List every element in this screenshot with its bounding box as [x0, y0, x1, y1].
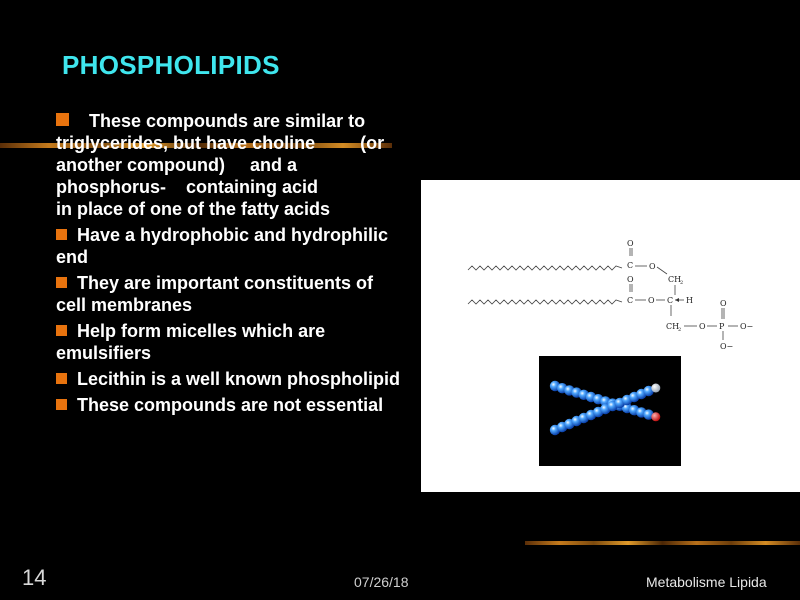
atom-label: O: [720, 299, 727, 308]
model-atom: [651, 412, 660, 421]
bullet-square-icon: [56, 113, 69, 126]
bullet-list: [56, 110, 401, 420]
space-filling-model-image: [539, 356, 681, 466]
bullet-square-icon: [56, 229, 67, 240]
atom-label: P: [719, 322, 725, 331]
bullet-text: Help form micelles which are emulsifiers: [56, 321, 391, 363]
fatty-acid-chain-bottom: [468, 300, 622, 304]
atom-label: O−: [720, 342, 734, 351]
slide-title: PHOSPHOLIPIDS: [62, 50, 280, 80]
bullet-text: These compounds are not essential: [77, 395, 384, 415]
atom-label: O: [627, 239, 634, 248]
atom-label: C: [667, 296, 674, 305]
bullet-item: [56, 320, 401, 364]
atom-label: C: [627, 261, 634, 270]
atom-label: O−: [740, 322, 754, 331]
bullet-text: Lecithin is a well known phospholipid: [77, 369, 401, 389]
bullet-square-icon: [56, 277, 67, 288]
atom-label: O: [649, 262, 656, 271]
footer-date: 07/26/18: [354, 574, 409, 590]
bullet-item: [56, 272, 401, 316]
atom-label: O: [627, 275, 634, 284]
atom-subscript: 2: [678, 327, 682, 333]
atom-label: CH: [668, 275, 682, 284]
bullet-text: Have a hydrophobic and hydrophilic end: [56, 225, 394, 267]
bullet-item: [56, 368, 401, 390]
decorative-stripe-bottom: [525, 541, 800, 545]
bullet-square-icon: [56, 373, 67, 384]
atom-label: O: [648, 296, 655, 305]
atom-label: C: [627, 296, 634, 305]
bullet-text: They are important constituents of cell membranes: [56, 273, 379, 315]
footer-course-title: Metabolisme Lipida: [646, 574, 767, 590]
fatty-acid-chain-top: [468, 266, 622, 270]
bullet-item: [56, 224, 401, 268]
atom-subscript: 2: [680, 280, 684, 286]
model-atom: [651, 384, 660, 393]
bullet-square-icon: [56, 325, 67, 336]
atom-label: CH: [666, 322, 680, 331]
slide-number: 14: [22, 565, 47, 590]
atom-label: H: [686, 296, 693, 305]
bullet-item: [56, 394, 401, 416]
bullet-text: These compounds are similar to triglycerides, but have choline (or another compound) and a phosphorus- containing acid in place of one of the fatty acids: [56, 111, 390, 219]
bullet-item: [56, 110, 401, 220]
phospholipid-structure-diagram: [462, 232, 792, 352]
atom-label: O: [699, 322, 706, 331]
bullet-square-icon: [56, 399, 67, 410]
